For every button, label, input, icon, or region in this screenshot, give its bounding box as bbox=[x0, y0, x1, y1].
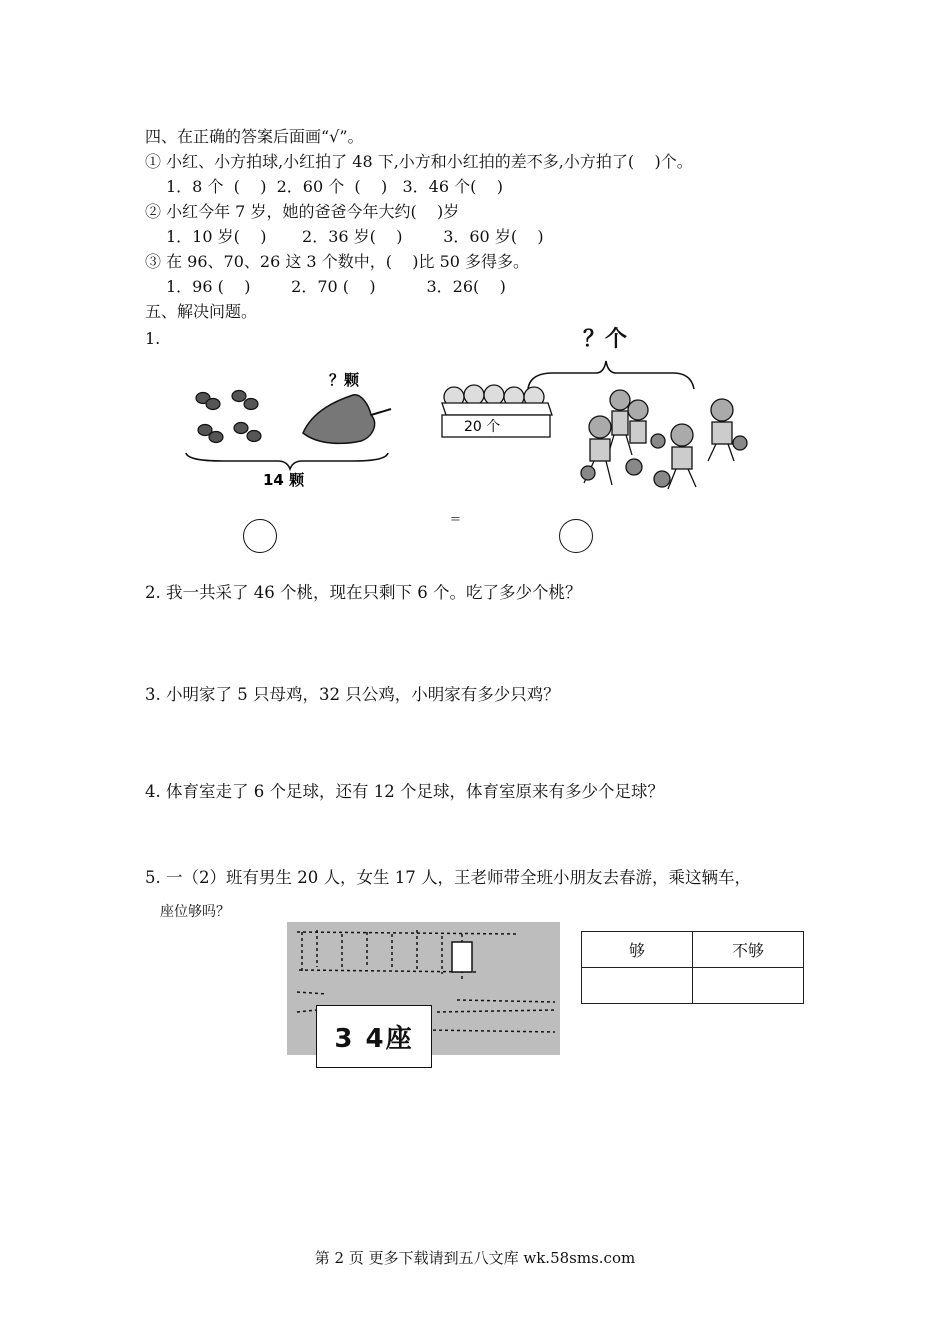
section5-heading: 五、解决问题。 bbox=[145, 302, 258, 321]
question-1-options: 1．8 个 ( ) 2．60 个 ( ) 3．46 个( ) bbox=[166, 177, 503, 196]
problem-3: 3. 小明家了 5 只母鸡，32 只公鸡，小明家有多少只鸡？ bbox=[145, 685, 560, 704]
beans-total-label: 14 颗 bbox=[263, 471, 305, 489]
question-2-options: 1．10 岁( ) 2．36 岁( ) 3．60 岁( ) bbox=[166, 227, 544, 246]
answer-circle-right[interactable] bbox=[559, 519, 593, 553]
table-header-not-enough: 不够 bbox=[693, 932, 804, 968]
answer-cell-enough[interactable] bbox=[582, 968, 693, 1004]
beans-brace bbox=[186, 453, 388, 469]
answer-cell-not-enough[interactable] bbox=[693, 968, 804, 1004]
question-3-options: 1．96 ( ) 2．70 ( ) 3．26( ) bbox=[166, 277, 506, 296]
seat-count-label: 3 4座 bbox=[316, 1005, 432, 1068]
beans-illustration bbox=[183, 365, 398, 500]
problem-5-line2: 座位够吗？ bbox=[160, 904, 230, 920]
question-1: ① 小红、小方拍球,小红拍了 48 下,小方和小红拍的差不多,小方拍了( )个。 bbox=[145, 152, 693, 171]
page-footer: 第 2 页 更多下载请到五八文库 wk.58sms.com bbox=[314, 1249, 636, 1267]
section4-heading: 四、在正确的答案后面画“√”。 bbox=[145, 127, 364, 146]
problem-1-label: 1. bbox=[145, 329, 161, 348]
bean-group bbox=[196, 391, 261, 443]
question-3: ③ 在 96、70、26 这 3 个数中，( )比 50 多得多。 bbox=[145, 252, 530, 271]
children-icon bbox=[581, 390, 747, 489]
balls-question-label: ？个 bbox=[583, 327, 628, 352]
bean-pod-icon bbox=[303, 395, 375, 444]
beans-question-label: ？颗 bbox=[329, 371, 360, 389]
box-label: 20 个 bbox=[464, 419, 501, 435]
equals-sign: = bbox=[450, 512, 461, 527]
balls-illustration bbox=[438, 355, 758, 500]
answer-circle-left[interactable] bbox=[243, 519, 277, 553]
balls-brace bbox=[528, 361, 694, 389]
answer-table bbox=[581, 931, 804, 1004]
question-2: ② 小红今年 7 岁，她的爸爸今年大约( )岁 bbox=[145, 202, 460, 221]
problem-5-line1: 5. 一（2）班有男生 20 人，女生 17 人，王老师带全班小朋友去春游，乘这辆车， bbox=[145, 868, 751, 887]
problem-2: 2. 我一共采了 46 个桃，现在只剩下 6 个。吃了多少个桃？ bbox=[145, 583, 582, 602]
table-header-enough: 够 bbox=[582, 932, 693, 968]
problem-4: 4. 体育室走了 6 个足球，还有 12 个足球，体育室原来有多少个足球？ bbox=[145, 782, 664, 801]
